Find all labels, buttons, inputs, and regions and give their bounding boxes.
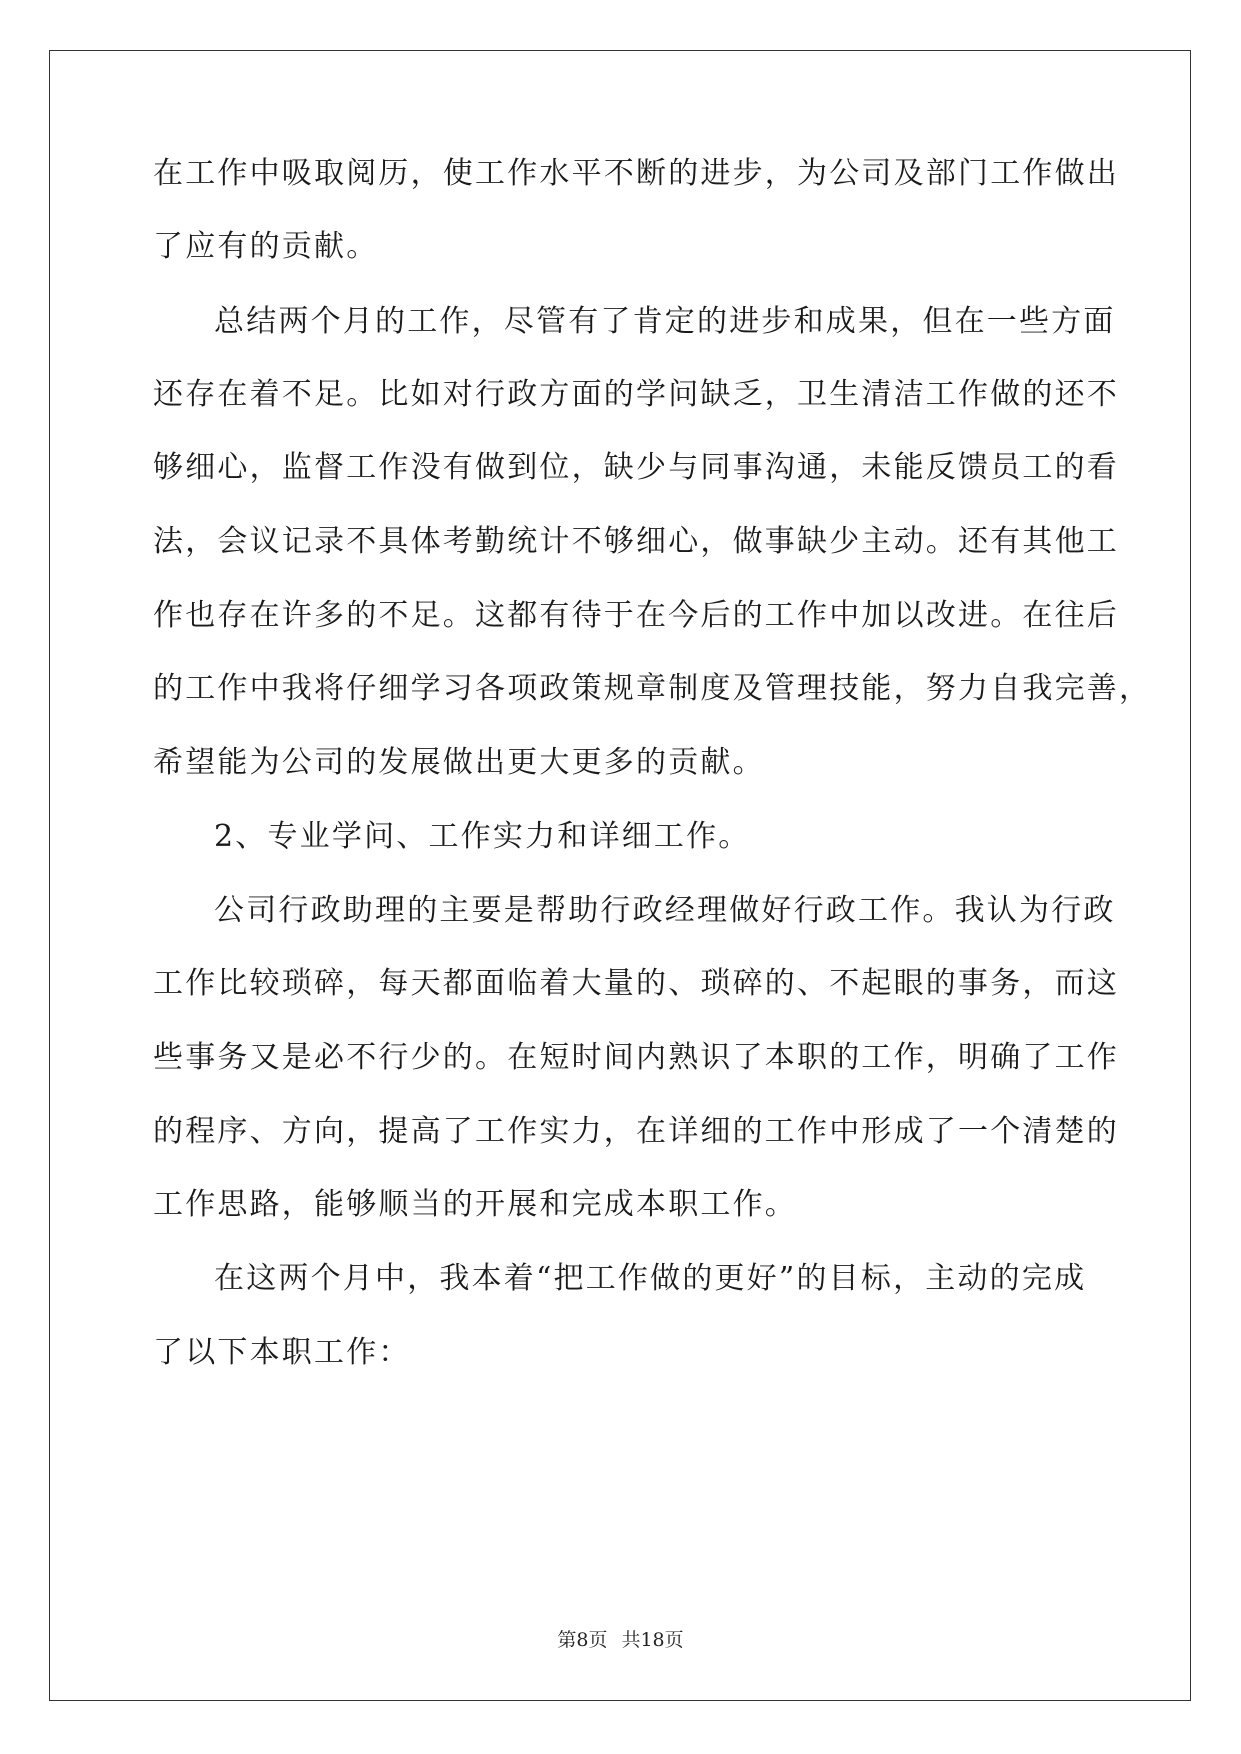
text-line: 工作比较琐碎，每天都面临着大量的、琐碎的、不起眼的事务，而这: [153, 966, 1119, 1001]
page-border: [49, 50, 1191, 1701]
text-line: 工作思路，能够顺当的开展和完成本职工作。: [153, 1187, 797, 1222]
text-line: 希望能为公司的发展做出更大更多的贡献。: [153, 745, 765, 780]
current-page-number: 第8页: [557, 1629, 608, 1651]
text-line: 些事务又是必不行少的。在短时间内熟识了本职的工作，明确了工作: [153, 1040, 1119, 1075]
text-line: 法，会议记录不具体考勤统计不够细心，做事缺少主动。还有其他工: [153, 524, 1119, 559]
text-line: 还存在着不足。比如对行政方面的学问缺乏，卫生清洁工作做的还不: [153, 377, 1119, 412]
text-line: 了以下本职工作：: [153, 1335, 411, 1370]
text-line: 够细心，监督工作没有做到位，缺少与同事沟通，未能反馈员工的看: [153, 450, 1119, 485]
text-line: 的工作中我将仔细学习各项政策规章制度及管理技能，努力自我完善，: [153, 671, 1152, 706]
page-footer: [0, 1628, 1241, 1652]
text-line: 作也存在许多的不足。这都有待于在今后的工作中加以改进。在往后: [153, 598, 1119, 633]
text-line: 的程序、方向，提高了工作实力，在详细的工作中形成了一个清楚的: [153, 1114, 1119, 1149]
text-line: 在这两个月中，我本着“把工作做的更好”的目标，主动的完成: [214, 1261, 1087, 1296]
text-line: 2、专业学问、工作实力和详细工作。: [214, 819, 751, 854]
text-line: 在工作中吸取阅历，使工作水平不断的进步，为公司及部门工作做出: [153, 156, 1119, 191]
text-line: 了应有的贡献。: [153, 229, 379, 264]
total-page-count: 共18页: [621, 1629, 684, 1651]
text-line: 总结两个月的工作，尽管有了肯定的进步和成果，但在一些方面: [214, 304, 1116, 339]
text-line: 公司行政助理的主要是帮助行政经理做好行政工作。我认为行政: [214, 893, 1116, 928]
